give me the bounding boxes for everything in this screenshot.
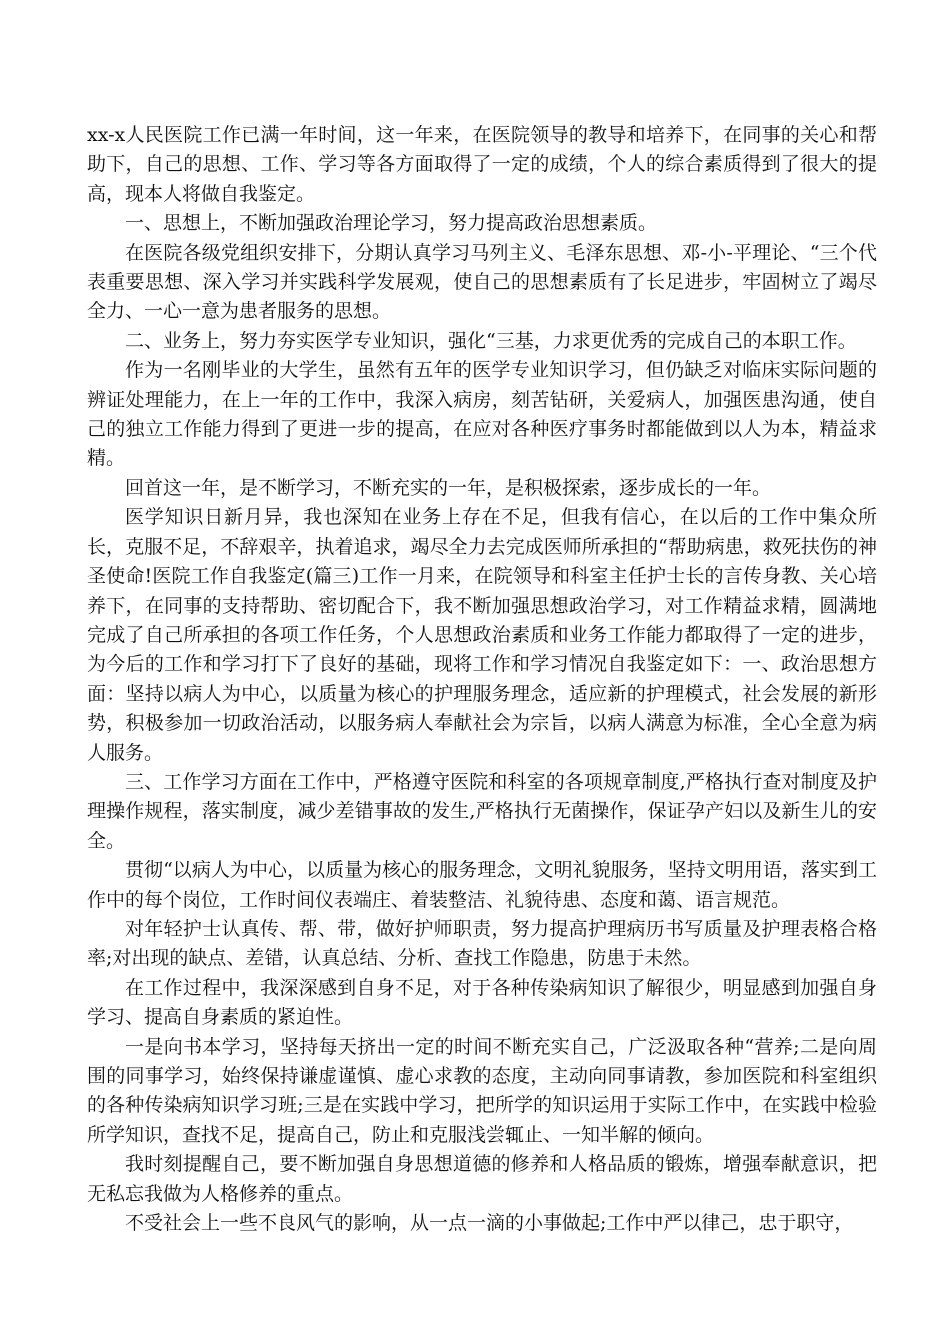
paragraph-heading-work-study: 三、工作学习方面在工作中，严格遵守医院和科室的各项规章制度,严格执行查对制度及护理操作规程，落实制度，减少差错事故的发生,严格执行无菌操作，保证孕产妇以及新生儿的安全。: [87, 770, 877, 852]
paragraph: 回首这一年，是不断学习，不断充实的一年，是积极探索，逐步成长的一年。: [125, 476, 772, 499]
paragraph: 我时刻提醒自己，要不断加强自身思想道德的修养和人格品质的锻炼，增强奉献意识，把无私忘我做为人格修养的重点。: [87, 1153, 877, 1205]
paragraph-intro: xx-x人民医院工作已满一年时间，这一年来，在医院领导的教导和培养下，在同事的关心和帮助下，自己的思想、工作、学习等各方面取得了一定的成绩，个人的综合素质得到了很大的提高，现本人将做自我鉴定。: [87, 124, 877, 205]
paragraph: 医学知识日新月异，我也深知在业务上存在不足，但我有信心，在以后的工作中集众所长，克服不足，不辞艰辛，执着追求，竭尽全力去完成医师所承担的“帮助病患，救死扶伤的神圣使命!医院工作自我鉴定(篇三)工作一月来，在院领导和科室主任护士长的言传身教、关心培养下，在同事的支持帮助、密切配合下，我不断加强思想政治学习，对工作精益求精，圆满地完成了自己所承担的各项工作任务，个人思想政治素质和业务工作能力都取得了一定的进步，为今后的工作和学习打下了良好的基础，现将工作和学习情况自我鉴定如下：一、政治思想方面：坚持以病人为中心，以质量为核心的护理服务理念，适应新的护理模式，社会发展的新形势，积极参加一切政治活动，以服务病人奉献社会为宗旨，以病人满意为标准，全心全意为病人服务。: [87, 506, 877, 764]
document-body: [87, 121, 877, 1238]
paragraph-heading-thought: 一、思想上，不断加强政治理论学习，努力提高政治思想素质。: [125, 212, 658, 235]
paragraph: 不受社会上一些不良风气的影响，从一点一滴的小事做起;工作中严以律己，忠于职守，: [125, 1212, 854, 1235]
paragraph: 在医院各级党组织安排下，分期认真学习马列主义、毛泽东思想、邓-小-平理论、“三个代表重要思想、深入学习并实践科学发展观，使自己的思想素质有了长足进步，牢固树立了竭尽全力、一心一意为患者服务的思想。: [87, 241, 877, 323]
paragraph: 在工作过程中，我深深感到自身不足，对于各种传染病知识了解很少，明显感到加强自身学习、提高自身素质的紧迫性。: [87, 976, 877, 1029]
paragraph: 作为一名刚毕业的大学生，虽然有五年的医学专业知识学习，但仍缺乏对临床实际问题的辨证处理能力，在上一年的工作中，我深入病房，刻苦钻研，关爱病人，加强医患沟通，使自己的独立工作能力得到了更进一步的提高，在应对各种医疗事务时都能做到以人为本，精益求精。: [87, 359, 877, 470]
paragraph: 一是向书本学习，坚持每天挤出一定的时间不断充实自己，广泛汲取各种“营养;二是向周围的同事学习，始终保持谦虚谨慎、虚心求教的态度，主动向同事请教，参加医院和科室组织的各种传染病知识学习班;三是在实践中学习，把所学的知识运用于实际工作中，在实践中检验所学知识，查找不足，提高自己，防止和克服浅尝辄止、一知半解的倾向。: [87, 1035, 877, 1146]
paragraph: 贯彻“以病人为中心，以质量为核心的服务理念，文明礼貌服务，坚持文明用语，落实到工作中的每个岗位，工作时间仪表端庄、着装整洁、礼貌待患、态度和蔼、语言规范。: [87, 859, 877, 911]
paragraph-heading-business: 二、业务上，努力夯实医学专业知识，强化“三基，力求更优秀的完成自己的本职工作。: [125, 329, 857, 352]
paragraph: 对年轻护士认真传、帮、带，做好护师职责，努力提高护理病历书写质量及护理表格合格率;对出现的缺点、差错，认真总结、分析、查找工作隐患，防患于未然。: [87, 917, 877, 970]
